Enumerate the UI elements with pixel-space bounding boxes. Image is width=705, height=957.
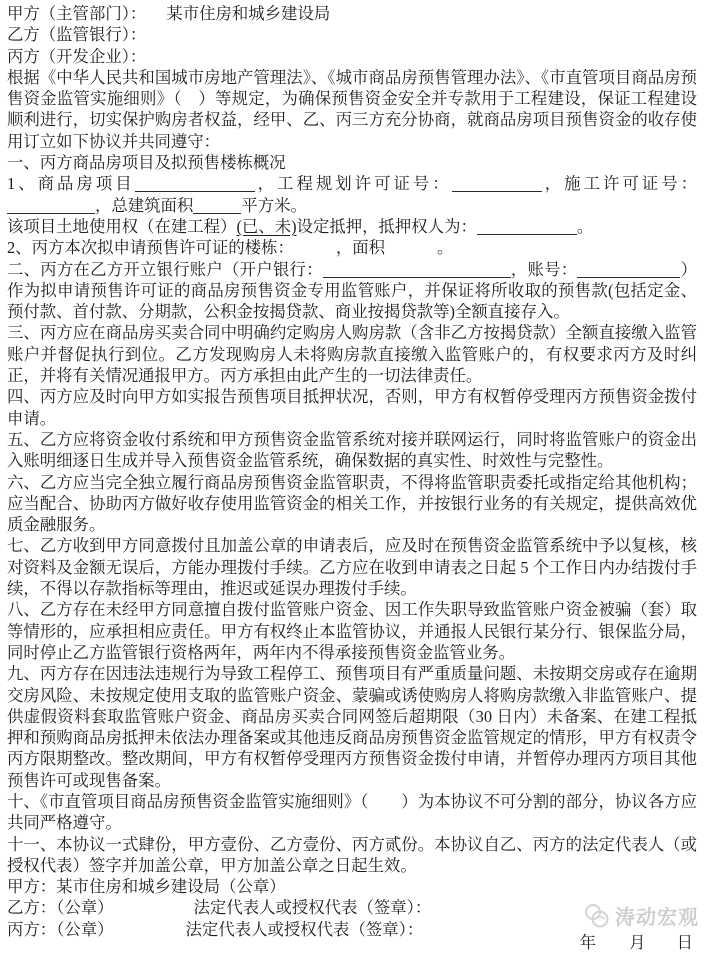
text-run: 。 [576,216,594,236]
spacer [385,252,437,253]
paragraph [7,599,697,663]
text-run: 丙方（开发企业）： [7,46,147,66]
paragraph [7,535,697,599]
text-run: 七、乙方收到甲方同意拨付且加盖公章的申请表后，应及时在预售资金监管系统中予以复核，核对资料及金额无误后，方能办理拨付手续。乙方应在收到申请表之日起 5 个工作日内办结拨付手续，不得以存款指标等理由，推迟或延误办理拨付手续。 [7,536,697,599]
text-run: 二、丙方在乙方开立银行账户（开户银行： [7,259,323,279]
text-run: 该项目土地使用权（在建工程） [7,216,237,236]
date-day-label: 日 [676,933,693,952]
text-run: ，施工许可证号： [541,174,698,194]
watermark-text: 涛动宏观 [615,907,699,929]
paragraph [7,876,697,897]
blank-field [323,262,511,278]
text-run: 六、乙方应当完全独立履行商品房预售资金监管职责，不得将监管职责委托或指定给其他机构；应当配合、协助丙方做好收存使用监管资金的相关工作，并按银行业务的有关规定，提供高效优质金融服务。 [7,472,697,535]
spacer [294,252,336,253]
paragraph [7,237,697,258]
spacer [146,18,166,19]
text-run: 三、丙方应在商品房买卖合同中明确约定购房人购房款（含非乙方按揭贷款）全额直接缴入监管账户并督促执行到位。乙方发现购房人未将购房款直接缴入监管账户的，有权要求丙方及时纠正，并将有关情况通报甲方。丙方承担由此产生的一切法律责任。 [7,323,697,386]
text-run: 甲方：某市住房和城乡建设局（公章） [7,877,286,897]
date-year-label: 年 [579,933,596,952]
text-run: (已、未) [236,216,297,236]
taodong-logo-icon [584,903,611,928]
paragraph [7,834,697,877]
paragraph [7,472,697,536]
text-run: 根据《中华人民共和国城市房地产管理法》、《城市商品房预售管理办法》、《市直管项目商品房预售资金监管实施细则》（ ）等规定，为确保预售资金安全并专款用于工程建设，保证工程建设顺利进行，切实保护购房者权益，经甲、乙、丙三方充分协商，就商品房项目预售资金的收存使用订立如下协议并共同遵守： [7,67,697,151]
text-run: 四、丙方应及时向甲方如实报告预售项目抵押状况，否则，甲方有权暂停受理丙方预售资金拨付申请。 [7,387,697,428]
text-run: 法定代表人或授权代表（签章）： [193,898,432,918]
paragraph [7,216,697,237]
paragraph [7,322,697,386]
paragraph [7,429,697,472]
text-run: 设定抵押，抵押权人为： [296,216,477,236]
spacer [114,912,194,913]
paragraph [7,173,697,216]
text-run: 十一、本协议一式肆份，甲方壹份、乙方壹份、丙方贰份。本协议自乙、丙方的法定代表人（或授权代表）签字并加盖公章，甲方加盖公章之日起生效。 [7,834,697,875]
text-run: 法定代表人或授权代表（签章）： [185,919,424,939]
text-run: 甲方（主管部门）： [7,4,147,23]
spacer [114,934,186,935]
paragraph [7,3,697,24]
paragraph [7,663,697,791]
text-run: 平方米。 [241,195,307,215]
text-run: ，总建筑面积 [95,195,194,215]
text-run: 。 [437,238,454,258]
text-run: 2、丙方本次拟申请预售许可证的楼栋： [7,238,294,258]
paragraph [7,259,697,323]
text-run: 八、乙方存在未经甲方同意擅自拨付监管账户资金、因工作失职导致监管账户资金被骗（套）取等情形的，应承担相应责任。甲方有权终止本监管协议，并通报人民银行某分行、银保监分局，同时停止乙方监管银行资格两年，两年内不得承接预售资金监管业务。 [7,600,697,662]
blank-field [7,198,95,214]
text-run: 九、丙方存在因违法违规行为导致工程停工、预售项目有严重质量问题、未按期交房或存在逾期交房风险、未按规定使用支取的监管账户资金、蒙骗或诱使购房人将购房款缴入非监管账户、提供虚假资料套取监管账户资金、商品房买卖合同网签后超期限（30 日内）未备案、在建工程抵押和预购商品房抵押未依法办理备案或其他违反商品房预售资金监管规定的情形，甲方有权责令丙方限期整改。整改期间，甲方有权暂停受理丙方预售资金拨付申请，并暂停办理丙方项目其他预售许可或现售备案。 [7,664,697,790]
text-run: 丙方：（公章） [7,919,114,939]
text-run: 一、丙方商品房项目及拟预售楼栋概况 [7,153,286,173]
blank-field [477,219,577,235]
text-run: ，工程规划许可证号： [254,174,452,194]
text-run: 乙方：（公章） [7,898,114,918]
text-run: ，面积 [335,238,386,258]
text-run: 1、商品房项目 [7,174,135,194]
date-month-label: 月 [629,933,646,952]
blank-field [193,198,241,214]
date-line [580,929,693,953]
blank-field [135,176,255,192]
text-run: 乙方（监管银行）： [7,25,147,45]
watermark [584,901,699,930]
paragraph [7,386,697,429]
paragraph [7,46,697,67]
blank-field [577,262,680,278]
text-run: 十、《市直管项目商品房预售资金监管实施细则》（ ）为本协议不可分割的部分，协议各方应共同严格遵守。 [7,791,697,833]
paragraph [7,152,697,173]
text-run: ）作为拟申请预售许可证的商品房预售资金专用监管账户，并保证将所收取的预售款(包括定金、预付款、首付款、分期款，公积金按揭贷款、商业按揭贷款等)全额直接存入。 [7,259,698,322]
paragraph [7,67,697,152]
text-run: ，账号： [510,259,578,279]
paragraph [7,791,697,834]
text-run: 某市住房和城乡建设局 [166,4,331,23]
text-run: 五、乙方应将资金收付系统和甲方预售资金监管系统对接并联网运行，同时将监管账户的资金出入账明细逐日生成并导入预售资金监管系统，确保数据的真实性、时效性与完整性。 [7,429,697,471]
paragraph [7,24,697,45]
blank-field [452,176,542,192]
